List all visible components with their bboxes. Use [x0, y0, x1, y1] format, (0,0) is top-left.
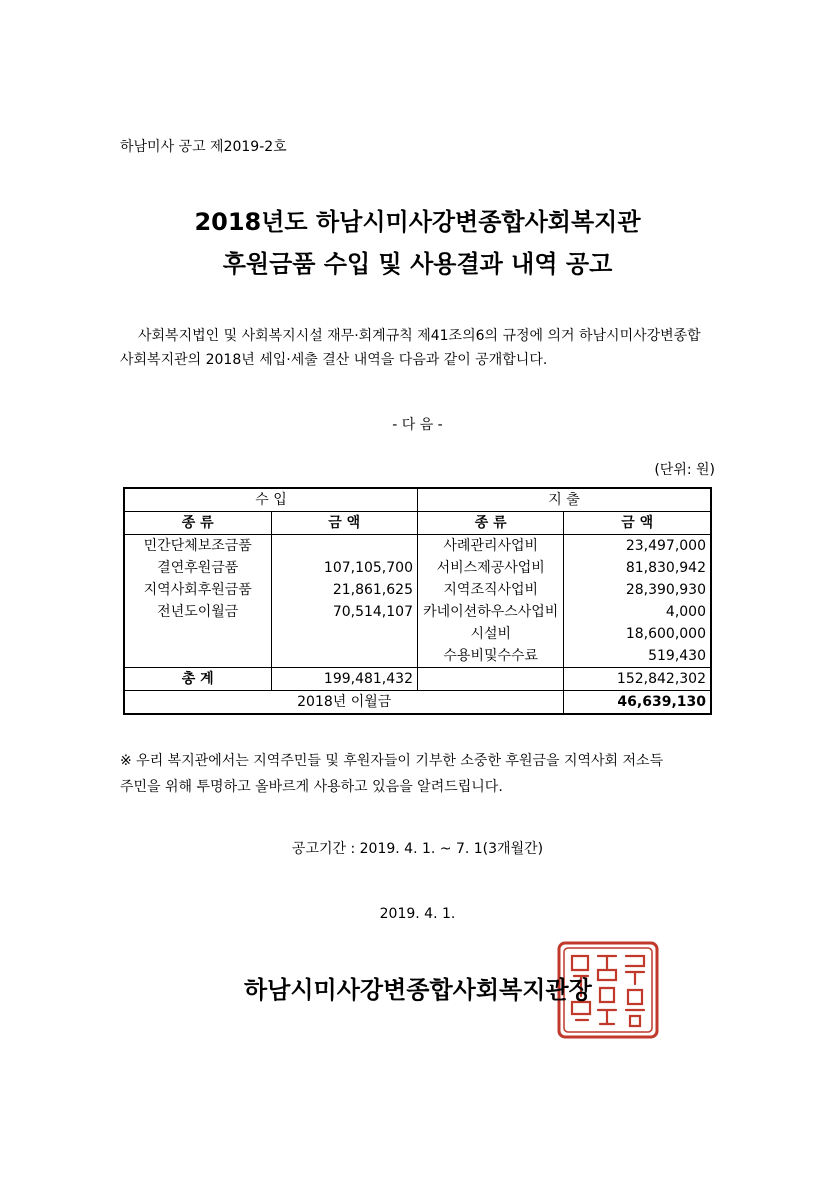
income-amount: 21,861,625: [271, 579, 417, 601]
expense-type: 수용비및수수료: [417, 645, 563, 668]
intro-paragraph: [120, 324, 720, 372]
notice-period: 공고기간 : 2019. 4. 1. ~ 7. 1(3개월간): [291, 841, 544, 857]
expense-header: 지 출: [417, 488, 711, 512]
carryover-amount: 46,639,130: [564, 691, 711, 715]
income-amount: 107,105,700: [271, 557, 417, 579]
income-type: [124, 623, 271, 645]
total-blank: [417, 668, 563, 691]
income-amount-header: 금 액: [271, 512, 417, 535]
expense-amount: 81,830,942: [564, 557, 711, 579]
income-type: 전년도이월금: [124, 601, 271, 623]
income-amount: [271, 623, 417, 645]
income-amount: [271, 535, 417, 558]
income-type: 민간단체보조금품: [124, 535, 271, 558]
expense-type: 카네이션하우스사업비: [417, 601, 563, 623]
total-row: [124, 668, 711, 691]
notice-date: 2019. 4. 1.: [379, 906, 456, 922]
unit-label: (단위: 원): [654, 462, 715, 478]
table-header-row: [124, 488, 711, 512]
income-type: 결연후원금품: [124, 557, 271, 579]
expense-amount: 18,600,000: [564, 623, 711, 645]
income-header: 수 입: [124, 488, 417, 512]
expense-type: 서비스제공사업비: [417, 557, 563, 579]
total-expense: 152,842,302: [564, 668, 711, 691]
income-amount: 70,514,107: [271, 601, 417, 623]
expense-type: 지역조직사업비: [417, 579, 563, 601]
title-line1: 2018년도 하남시미사강변종합사회복지관: [194, 208, 641, 236]
income-amount: [271, 645, 417, 668]
note-line1: ※ 우리 복지관에서는 지역주민들 및 후원자들이 기부한 소중한 후원금을 지역사회 저소득: [120, 753, 664, 769]
notice-number: 하남미사 공고 제2019-2호: [120, 139, 287, 155]
title-line2: 후원금품 수입 및 사용결과 내역 공고: [222, 250, 613, 278]
expense-amount: 23,497,000: [564, 535, 711, 558]
table-row: [124, 645, 711, 668]
expense-type: 시설비: [417, 623, 563, 645]
table-row: [124, 535, 711, 558]
expense-amount-header: 금 액: [564, 512, 711, 535]
note-paragraph: [120, 748, 720, 800]
expense-amount: 28,390,930: [564, 579, 711, 601]
intro-line1: 사회복지법인 및 사회복지시설 재무·회계규칙 제41조의6의 규정에 의거 하남시미사강변종합: [138, 328, 701, 344]
table-row: [124, 557, 711, 579]
income-type: [124, 645, 271, 668]
da-eum: - 다 음 -: [392, 417, 443, 433]
table-subheader-row: [124, 512, 711, 535]
expense-amount: 519,430: [564, 645, 711, 668]
table-row: [124, 579, 711, 601]
expense-amount: 4,000: [564, 601, 711, 623]
finance-table: [123, 487, 712, 715]
expense-type: 사례관리사업비: [417, 535, 563, 558]
income-type: 지역사회후원금품: [124, 579, 271, 601]
carryover-label: 2018년 이월금: [124, 691, 564, 715]
table-row: [124, 601, 711, 623]
intro-line2: 사회복지관의 2018년 세입·세출 결산 내역을 다음과 같이 공개합니다.: [120, 352, 548, 368]
signature: 하남시미사강변종합사회복지관장: [244, 976, 592, 1004]
table-row: [124, 623, 711, 645]
note-line2: 주민을 위해 투명하고 올바르게 사용하고 있음을 알려드립니다.: [120, 779, 503, 795]
total-income: 199,481,432: [271, 668, 417, 691]
total-label: 총 계: [124, 668, 271, 691]
carryover-row: [124, 691, 711, 715]
income-type-header: 종 류: [124, 512, 271, 535]
expense-type-header: 종 류: [417, 512, 563, 535]
